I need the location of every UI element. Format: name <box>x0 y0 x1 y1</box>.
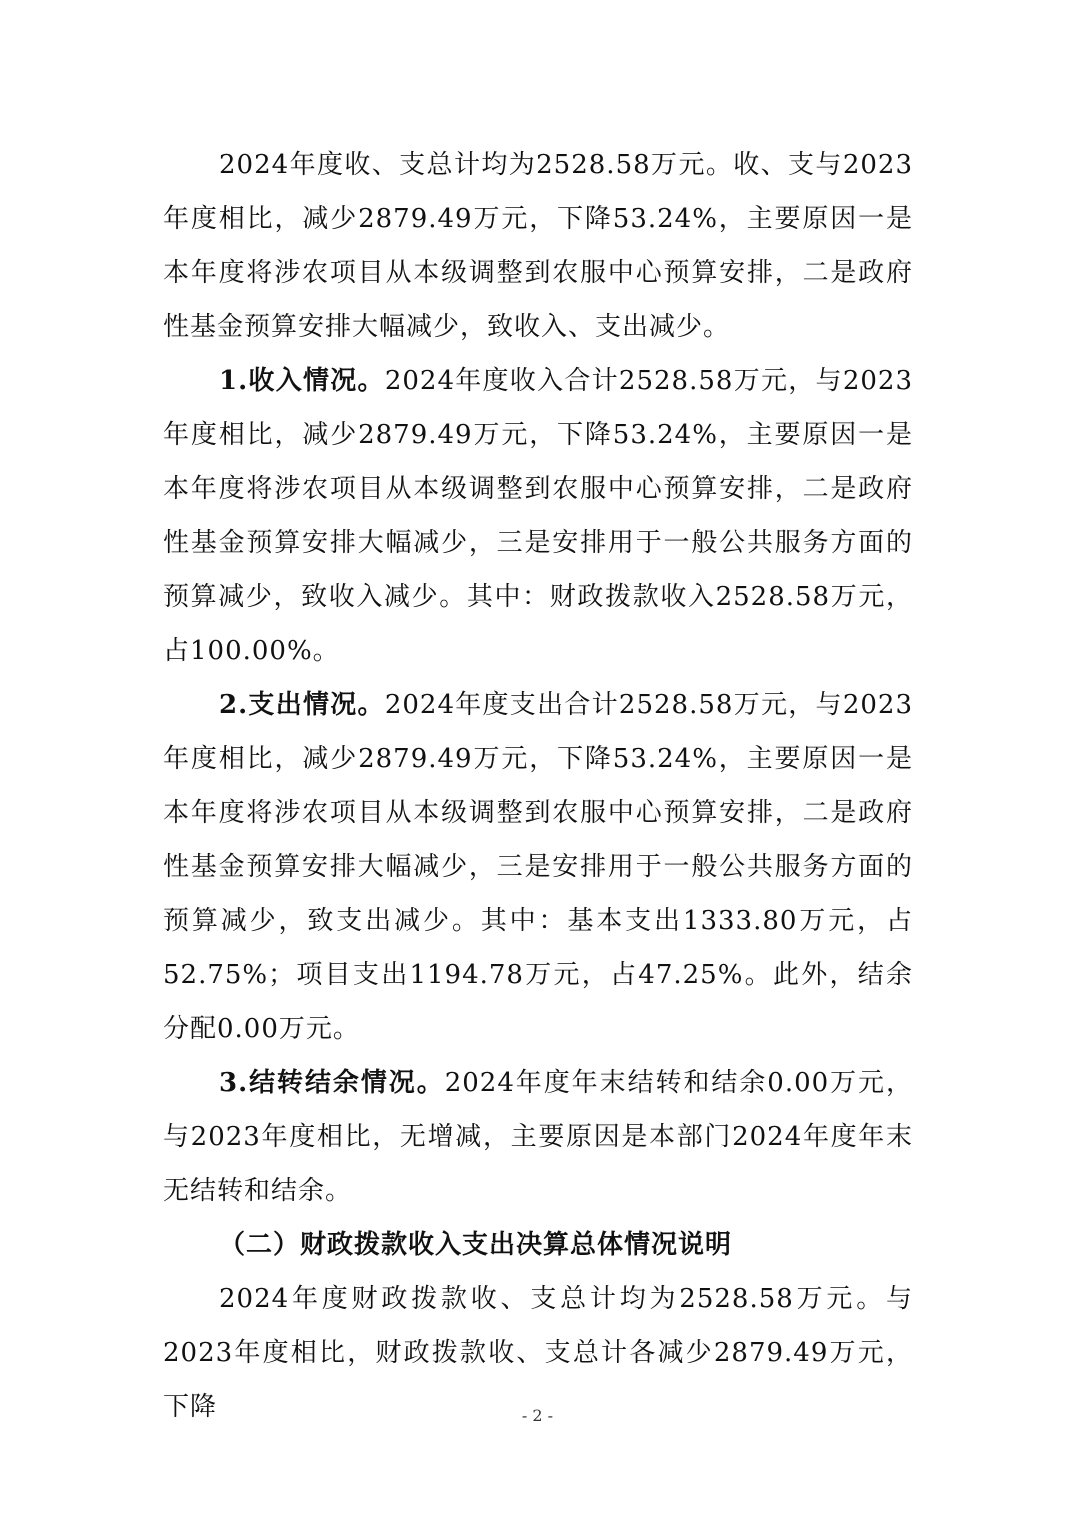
paragraph-income <box>163 354 913 678</box>
paragraph-lead: 1.收入情况。 <box>219 366 385 396</box>
paragraph-expenditure <box>163 678 913 1056</box>
page-number: - 2 - <box>521 1406 554 1425</box>
paragraph-carryover <box>163 1056 913 1218</box>
document-body <box>163 138 913 1434</box>
section-heading: （二）财政拨款收入支出决算总体情况说明 <box>219 1230 733 1260</box>
paragraph-text: 2024年度收入合计2528.58万元，与2023年度相比，减少2879.49万元，下降53.24%，主要原因一是本年度将涉农项目从本级调整到农服中心预算安排，二是政府性基金预算安排大幅减少，三是安排用于一般公共服务方面的预算减少，致收入减少。其中：财政拨款收入2528.58万元，占100.00%。 <box>163 366 913 666</box>
paragraph-summary <box>163 138 913 354</box>
paragraph-text: 2024年度支出合计2528.58万元，与2023年度相比，减少2879.49万元，下降53.24%，主要原因一是本年度将涉农项目从本级调整到农服中心预算安排，二是政府性基金预算安排大幅减少，三是安排用于一般公共服务方面的预算减少，致支出减少。其中：基本支出1333.80万元，占52.75%；项目支出1194.78万元，占47.25%。此外，结余分配0.00万元。 <box>163 690 913 1044</box>
paragraph-text: 2024年度年末结转和结余0.00万元，与2023年度相比，无增减，主要原因是本部门2024年度年末无结转和结余。 <box>163 1068 913 1206</box>
paragraph-lead: 2.支出情况。 <box>219 690 385 720</box>
paragraph-text: 2024年度收、支总计均为2528.58万元。收、支与2023年度相比，减少2879.49万元，下降53.24%，主要原因一是本年度将涉农项目从本级调整到农服中心预算安排，二是政府性基金预算安排大幅减少，致收入、支出减少。 <box>163 150 913 342</box>
paragraph-lead: 3.结转结余情况。 <box>219 1068 445 1098</box>
paragraph-fiscal-summary: 2024年度财政拨款收、支总计均为2528.58万元。与2023年度相比，财政拨款收、支总计各减少2879.49万元，下降 <box>163 1284 913 1422</box>
